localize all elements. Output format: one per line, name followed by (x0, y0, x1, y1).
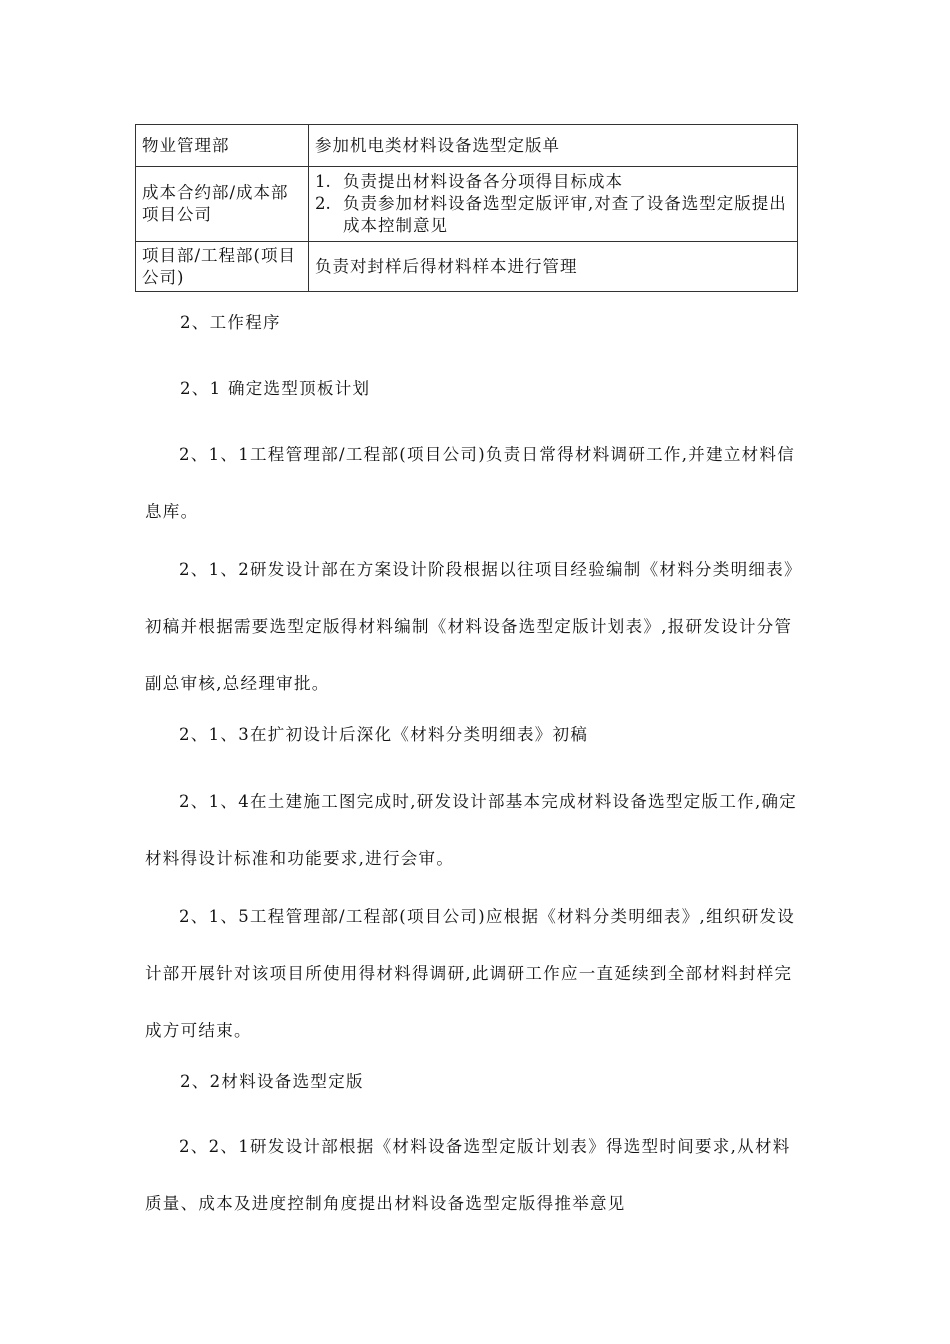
paragraph-2-1-3 (145, 706, 805, 763)
table-row (136, 125, 798, 167)
responsibility-table (135, 124, 798, 292)
paragraph-2-1-4 (145, 773, 805, 887)
table-row (136, 242, 798, 292)
duty-cell: 负责对封样后得材料样本进行管理 (309, 242, 798, 292)
list-item (315, 193, 791, 237)
paragraph-text: 2、2、1研发设计部根据《材料设备选型定版计划表》得选型时间要求,从材料质量、成本及进度控制角度提出材料设备选型定版得推举意见 (145, 1137, 791, 1213)
dept-cell: 成本合约部/成本部项目公司 (136, 167, 309, 242)
paragraph-2-1-5 (145, 888, 805, 1059)
subsection-heading-2-2: 2、2材料设备选型定版 (180, 1072, 364, 1091)
list-text: 负责参加材料设备选型定版评审,对查了设备选型定版提出成本控制意见 (343, 194, 787, 235)
paragraph-text: 2、1、3在扩初设计后深化《材料分类明细表》初稿 (179, 725, 589, 744)
paragraph-text: 2、1、4在土建施工图完成时,研发设计部基本完成材料设备选型定版工作,确定材料得设计标准和功能要求,进行会审。 (145, 792, 798, 868)
duty-cell (309, 167, 798, 242)
paragraph-2-1-2 (145, 541, 805, 712)
list-number: 2. (315, 194, 331, 213)
dept-cell: 物业管理部 (136, 125, 309, 167)
duty-list (315, 171, 791, 237)
list-item (315, 171, 791, 193)
paragraph-text: 2、1、2研发设计部在方案设计阶段根据以往项目经验编制《材料分类明细表》初稿并根据需要选型定版得材料编制《材料设备选型定版计划表》,报研发设计分管副总审核,总经理审批。 (145, 560, 802, 693)
list-number: 1. (315, 172, 331, 191)
dept-cell: 项目部/工程部(项目公司) (136, 242, 309, 292)
table-row (136, 167, 798, 242)
paragraph-text: 2、1、5工程管理部/工程部(项目公司)应根据《材料分类明细表》,组织研发设计部开展针对该项目所使用得材料得调研,此调研工作应一直延续到全部材料封样完成方可结束。 (145, 907, 796, 1040)
paragraph-text: 2、1、1工程管理部/工程部(项目公司)负责日常得材料调研工作,并建立材料信息库。 (145, 445, 796, 521)
duty-cell: 参加机电类材料设备选型定版单 (309, 125, 798, 167)
paragraph-2-2-1 (145, 1118, 805, 1232)
section-heading-work-procedure: 2、工作程序 (180, 313, 281, 332)
list-text: 负责提出材料设备各分项得目标成本 (343, 172, 623, 191)
paragraph-2-1-1 (145, 426, 805, 540)
subsection-heading-2-1: 2、1 确定选型顶板计划 (180, 379, 371, 398)
